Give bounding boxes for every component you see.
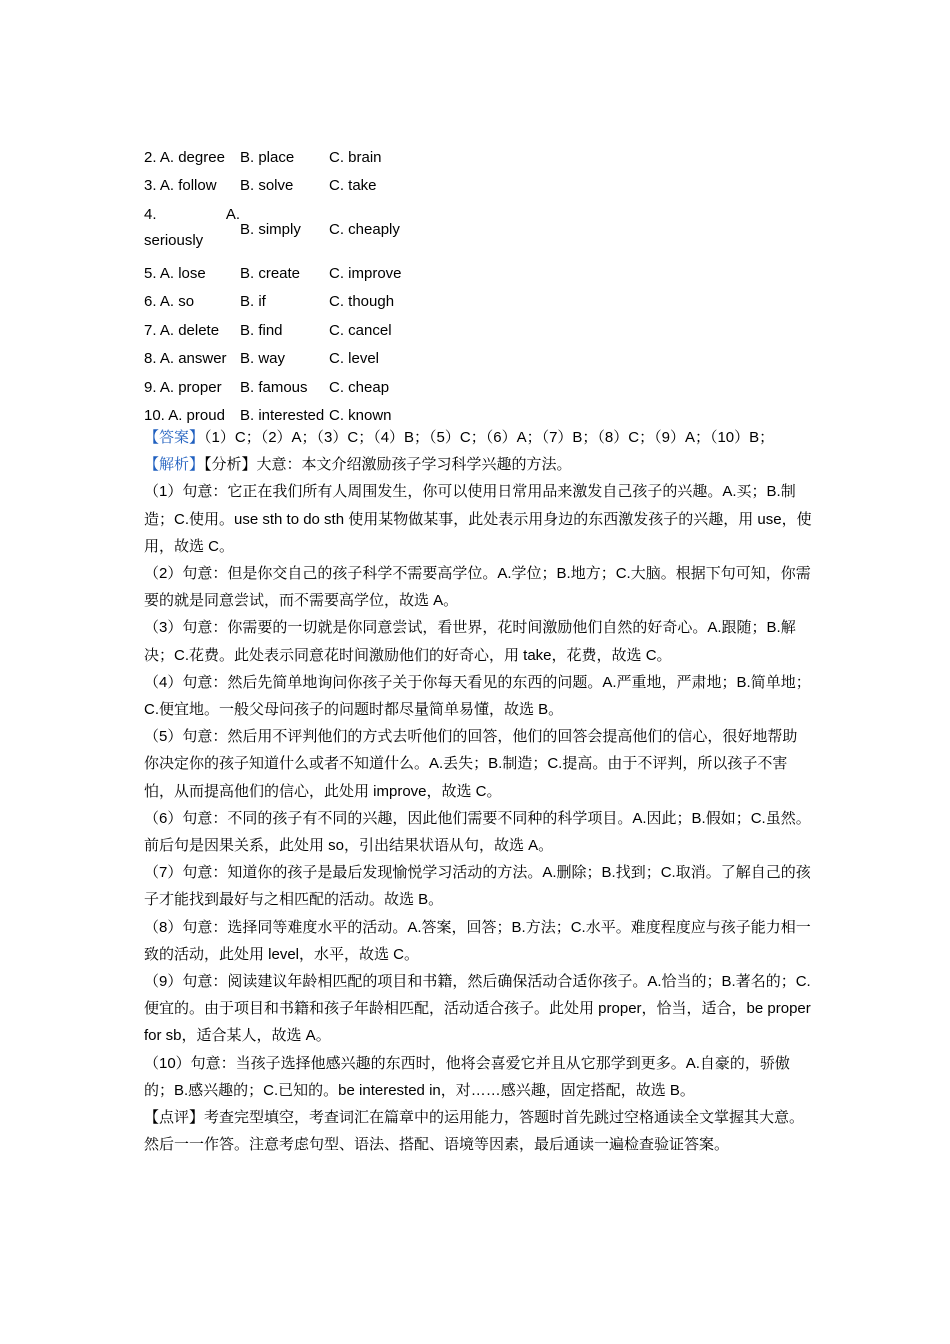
analysis-item: （10）句意：当孩子选择他感兴趣的东西时，他将会喜爱它并且从它那学到更多。A.自豪的，骄傲的；B.感兴趣的；C.已知的。be interested in，对……感兴趣，固定搭配，故选 B。	[144, 1054, 790, 1099]
analysis-item: （5）句意：然后用不评判他们的方式去听他们的回答，他们的回答会提高他们的信心，很好地帮助你决定你的孩子知道什么或者不知道什么。A.丢失；B.制造；C.提高。由于不评判，所以孩子不害怕，从而提高他们的信心，此处用 improve，故选 C。	[144, 728, 798, 800]
question-number: 2.	[144, 148, 157, 166]
analysis-item: （8）句意：选择同等难度水平的活动。A.答案，回答；B.方法；C.水平。难度程度应与孩子能力相一致的活动，此处用 level，水平，故选 C。	[144, 918, 811, 963]
option-b: B. way	[240, 350, 286, 368]
option-c: C. brain	[329, 148, 382, 166]
option-a-word: seriously	[144, 232, 204, 249]
option-b: B. simply	[240, 221, 301, 238]
option-a: A. delete	[159, 321, 220, 339]
analysis-item: （9）句意：阅读建议年龄相匹配的项目和书籍，然后确保活动合适你孩子。A.恰当的；B.著名的；C.便宜的。由于项目和书籍和孩子年龄相匹配，活动适合孩子。此处用 proper，恰当，适合，be proper for sb，适合某人，故选 A。	[144, 973, 811, 1045]
option-a: A.	[225, 206, 240, 223]
analysis-item: （2）句意：但是你交自己的孩子科学不需要高学位。A.学位；B.地方；C.大脑。根据下句可知，你需要的就是同意尝试，而不需要高学位，故选 A。	[144, 565, 811, 610]
options-table	[144, 143, 419, 430]
question-number: 3.	[144, 177, 157, 195]
option-a: A. follow	[159, 177, 217, 195]
option-a: A. proud	[168, 407, 225, 425]
option-row	[144, 316, 419, 345]
analysis-item: （3）句意：你需要的一切就是你同意尝试，看世界，花时间激励他们自然的好奇心。A.跟随；B.解决；C.花费。此处表示同意花时间激励他们的好奇心，用 take，花费，故选 C。	[144, 619, 796, 664]
option-a: A. answer	[159, 350, 227, 368]
option-c: C. known	[329, 407, 392, 425]
option-a: A. lose	[159, 264, 206, 282]
analysis-summary: 【分析】大意：本文介绍激励孩子学习科学兴趣的方法。	[204, 456, 572, 474]
option-a: A. so	[159, 293, 195, 311]
option-b: B. interested	[240, 407, 325, 425]
question-number: 7.	[144, 321, 157, 339]
option-b: B. if	[240, 293, 266, 311]
option-a: A. proper	[159, 378, 222, 396]
option-c: C. though	[329, 293, 395, 311]
analysis-item: （7）句意：知道你的孩子是最后发现愉悦学习活动的方法。A.删除；B.找到；C.取消。了解自己的孩子才能找到最好与之相匹配的活动。故选 B。	[144, 864, 811, 909]
option-b: B. place	[240, 148, 295, 166]
question-number: 8.	[144, 350, 157, 368]
option-c: C. cancel	[329, 321, 392, 339]
answer-label: 【答案】	[144, 429, 205, 446]
question-number: 10.	[144, 407, 165, 425]
option-row	[144, 288, 419, 317]
option-row	[144, 200, 419, 259]
answer-paragraph	[144, 424, 812, 451]
option-row	[144, 172, 419, 201]
option-a: A. degree	[159, 148, 225, 166]
option-c: C. cheap	[329, 378, 390, 396]
analysis-intro	[144, 451, 812, 478]
analysis-label: 【解析】	[144, 456, 205, 474]
option-c: C. cheaply	[329, 221, 400, 238]
question-number: 4.	[144, 206, 157, 223]
option-b: B. find	[240, 321, 283, 339]
option-row	[144, 345, 419, 374]
option-c: C. improve	[329, 264, 402, 282]
analysis-item: （1）句意：它正在我们所有人周围发生，你可以使用日常用品来激发自己孩子的兴趣。A.买；B.制造；C.使用。use sth to do sth 使用某物做某事，此处表示用身边的东西激发孩子的兴趣，用 use，使用，故选 C。	[144, 483, 812, 555]
option-row	[144, 259, 419, 288]
question-number: 6.	[144, 293, 157, 311]
option-b: B. solve	[240, 177, 294, 195]
comment-paragraph: 【点评】考查完型填空，考查词汇在篇章中的运用能力，答题时首先跳过空格通读全文掌握其大意。然后一一作答。注意考虑句型、语法、搭配、语境等因素，最后通读一遍检查验证答案。	[144, 1109, 805, 1154]
option-c: C. level	[329, 350, 380, 368]
analysis-item: （6）句意：不同的孩子有不同的兴趣，因此他们需要不同种的科学项目。A.因此；B.假如；C.虽然。前后句是因果关系，此处用 so，引出结果状语从句，故选 A。	[144, 809, 811, 855]
option-row	[144, 373, 419, 402]
answer-text: （1）C；（2）A；（3）C；（4）B；（5）C；（6）A；（7）B；（8）C；（9）A；（10）B；	[204, 429, 775, 446]
question-number: 9.	[144, 378, 157, 396]
explanation-body	[144, 424, 812, 1158]
question-number: 5.	[144, 264, 157, 282]
option-b: B. create	[240, 264, 301, 282]
option-c: C. take	[329, 177, 377, 195]
option-row	[144, 143, 419, 172]
analysis-item: （4）句意：然后先简单地询问你孩子关于你每天看见的东西的问题。A.严重地，严肃地；B.简单地；C.便宜地。一般父母问孩子的问题时都尽量简单易懂，故选 B。	[144, 673, 811, 719]
option-b: B. famous	[240, 378, 308, 396]
